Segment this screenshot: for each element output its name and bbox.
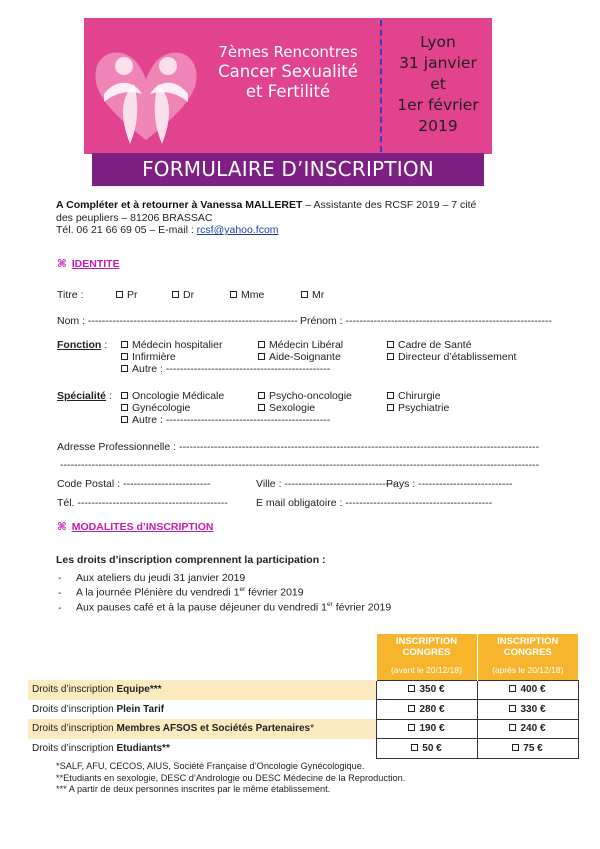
hearts-logo-icon — [90, 40, 202, 148]
checkbox-icon[interactable] — [172, 291, 179, 298]
modalites-intro: Les droits d’inscription comprennent la participation : — [56, 554, 326, 566]
checkbox-fonction-autre[interactable]: Autre : ----------------------------------------------- — [121, 363, 330, 375]
checkbox-gynecologie[interactable]: Gynécologie — [121, 402, 190, 414]
checkbox-icon[interactable] — [509, 724, 516, 731]
checkbox-icon[interactable] — [387, 353, 394, 360]
checkbox-icon[interactable] — [121, 404, 128, 411]
checkbox-icon[interactable] — [121, 416, 128, 423]
command-symbol-icon: ⌘ — [57, 521, 67, 533]
tel-field[interactable]: Tél. ------------------------------------------- — [57, 497, 228, 509]
event-date-line4: 1er février — [397, 96, 479, 114]
checkbox-aide-soignante[interactable]: Aide-Soignante — [258, 351, 341, 363]
contact-lead: A Compléter et à retourner à Vanessa MALLERET — [56, 199, 303, 211]
table-row — [28, 719, 578, 739]
fee-col1-header: INSCRIPTION CONGRES — [376, 634, 477, 660]
table-row — [28, 680, 578, 700]
checkbox-icon[interactable] — [387, 341, 394, 348]
list-item: - Aux pauses café et à la pause déjeuner du vendredi 1er février 2019 — [58, 601, 392, 614]
contact-email-link[interactable]: rcsf@yahoo.fcom — [196, 224, 279, 236]
list-item: - Aux ateliers du jeudi 31 janvier 2019 — [58, 572, 246, 584]
email-field[interactable]: E mail obligatoire : ------------------------------------------ — [256, 497, 493, 509]
fee-col1-subheader: (avant le 20/12/18) — [376, 660, 477, 680]
checkbox-icon[interactable] — [121, 365, 128, 372]
fee-option-etudiants-late[interactable]: 75 € — [477, 739, 578, 759]
checkbox-oncologie-medicale[interactable]: Oncologie Médicale — [121, 390, 224, 402]
checkbox-psycho-oncologie[interactable]: Psycho-oncologie — [258, 390, 352, 402]
checkbox-dr[interactable]: Dr — [172, 289, 194, 301]
list-item: - A la journée Plénière du vendredi 1er février 2019 — [58, 586, 304, 599]
event-banner — [84, 18, 492, 154]
code-postal-field[interactable]: Code Postal : ------------------------- — [57, 478, 211, 490]
checkbox-medecin-hospitalier[interactable]: Médecin hospitalier — [121, 339, 222, 351]
fee-row-label: Droits d’inscription Membres AFSOS et Sociétés Partenaires* — [28, 719, 376, 739]
event-title-line1: 7èmes Rencontres — [218, 43, 358, 61]
checkbox-mr[interactable]: Mr — [301, 289, 324, 301]
checkbox-icon[interactable] — [408, 685, 415, 692]
contact-role: – Assistante des RCSF 2019 – 7 cité — [302, 199, 477, 211]
fee-col2-header: INSCRIPTION CONGRES — [477, 634, 578, 660]
command-symbol-icon: ⌘ — [57, 258, 67, 270]
checkbox-icon[interactable] — [512, 744, 519, 751]
checkbox-icon[interactable] — [121, 353, 128, 360]
form-title: FORMULAIRE D’INSCRIPTION — [92, 153, 484, 186]
checkbox-icon[interactable] — [258, 392, 265, 399]
fee-row-label: Droits d’inscription Equipe*** — [28, 680, 376, 700]
footnote-1: *SALF, AFU, CECOS, AIUS, Société Française d’Oncologie Gynécologique. — [56, 761, 365, 771]
identite-heading — [57, 258, 120, 270]
fee-option-plein-tarif-late[interactable]: 330 € — [477, 700, 578, 720]
checkbox-icon[interactable] — [408, 705, 415, 712]
checkbox-icon[interactable] — [408, 724, 415, 731]
checkbox-icon[interactable] — [387, 392, 394, 399]
checkbox-sexologie[interactable]: Sexologie — [258, 402, 315, 414]
prenom-field[interactable]: Prénom : ----------------------------------------------------------- — [300, 315, 552, 327]
footnotes — [56, 761, 405, 796]
checkbox-icon[interactable] — [121, 392, 128, 399]
event-year: 2019 — [418, 117, 458, 135]
checkbox-icon[interactable] — [509, 705, 516, 712]
event-title — [202, 42, 374, 102]
checkbox-icon[interactable] — [230, 291, 237, 298]
checkbox-icon[interactable] — [411, 744, 418, 751]
checkbox-icon[interactable] — [258, 341, 265, 348]
fee-option-equipe-late[interactable]: 400 € — [477, 680, 578, 700]
event-city: Lyon — [420, 33, 456, 51]
event-date — [386, 32, 490, 137]
contact-info — [56, 199, 546, 237]
checkbox-psychiatrie[interactable]: Psychiatrie — [387, 402, 449, 414]
adresse-field[interactable]: Adresse Professionnelle : ------------------------------------------------------------------------------------------------------- — [57, 441, 540, 453]
checkbox-icon[interactable] — [116, 291, 123, 298]
event-title-line3: et Fertilité — [245, 82, 331, 101]
ville-field[interactable]: Ville : -------------------------------- — [256, 478, 397, 490]
checkbox-cadre-sante[interactable]: Cadre de Santé — [387, 339, 472, 351]
table-row — [28, 700, 578, 720]
table-row — [28, 739, 578, 759]
fee-row-label: Droits d’inscription Etudiants** — [32, 742, 170, 754]
modalites-heading-text: MODALITES d’INSCRIPTION — [71, 521, 214, 533]
fee-option-plein-tarif-early[interactable]: 280 € — [376, 700, 477, 720]
checkbox-infirmiere[interactable]: Infirmière — [121, 351, 176, 363]
contact-phone: Tél. 06 21 66 69 05 – E-mail : — [56, 224, 197, 236]
pays-field[interactable]: Pays : --------------------------- — [386, 478, 513, 490]
checkbox-chirurgie[interactable]: Chirurgie — [387, 390, 441, 402]
specialite-label: Spécialité : — [57, 390, 112, 402]
checkbox-specialite-autre[interactable]: Autre : ----------------------------------------------- — [121, 414, 330, 426]
checkbox-directeur[interactable]: Directeur d’établissement — [387, 351, 516, 363]
fee-row-label: Droits d’inscription Plein Tarif — [32, 703, 165, 715]
checkbox-icon[interactable] — [121, 341, 128, 348]
checkbox-icon[interactable] — [387, 404, 394, 411]
fee-option-etudiants-early[interactable]: 50 € — [376, 739, 477, 759]
event-date-line2: 31 janvier — [399, 54, 477, 72]
checkbox-icon[interactable] — [258, 353, 265, 360]
fee-col2-subheader: (après le 20/12/18) — [477, 660, 578, 680]
titre-label: Titre : — [57, 289, 84, 301]
adresse-line2-field[interactable]: ----------------------------------------------------------------------------------------------------------------------------------------- — [60, 459, 540, 471]
identite-heading-text: IDENTITE — [71, 258, 120, 270]
fee-option-membres-late[interactable]: 240 € — [477, 719, 578, 739]
checkbox-pr[interactable]: Pr — [116, 289, 138, 301]
fee-option-equipe-early[interactable]: 350 € — [376, 680, 477, 700]
checkbox-icon[interactable] — [258, 404, 265, 411]
footnote-2: **Etudiants en sexologie, DESC d’Andrologie ou DESC Médecine de la Reproduction. — [56, 772, 406, 783]
fee-option-membres-early[interactable]: 190 € — [376, 719, 477, 739]
modalites-list — [58, 572, 391, 614]
fonction-label: Fonction : — [57, 339, 108, 351]
contact-address: des peupliers – 81206 BRASSAC — [56, 211, 213, 224]
nom-field[interactable]: Nom : ------------------------------------------------------------ — [57, 315, 298, 327]
banner-divider — [380, 20, 382, 152]
checkbox-icon[interactable] — [301, 291, 308, 298]
event-title-line2: Cancer Sexualité — [218, 62, 358, 81]
checkbox-icon[interactable] — [509, 685, 516, 692]
event-date-line3: et — [430, 75, 446, 93]
fees-table — [28, 634, 579, 759]
footnote-3: *** A partir de deux personnes inscrites par le même établissement. — [56, 784, 331, 794]
checkbox-mme[interactable]: Mme — [230, 289, 264, 301]
modalites-heading — [57, 521, 214, 533]
checkbox-medecin-liberal[interactable]: Médecin Libéral — [258, 339, 343, 351]
